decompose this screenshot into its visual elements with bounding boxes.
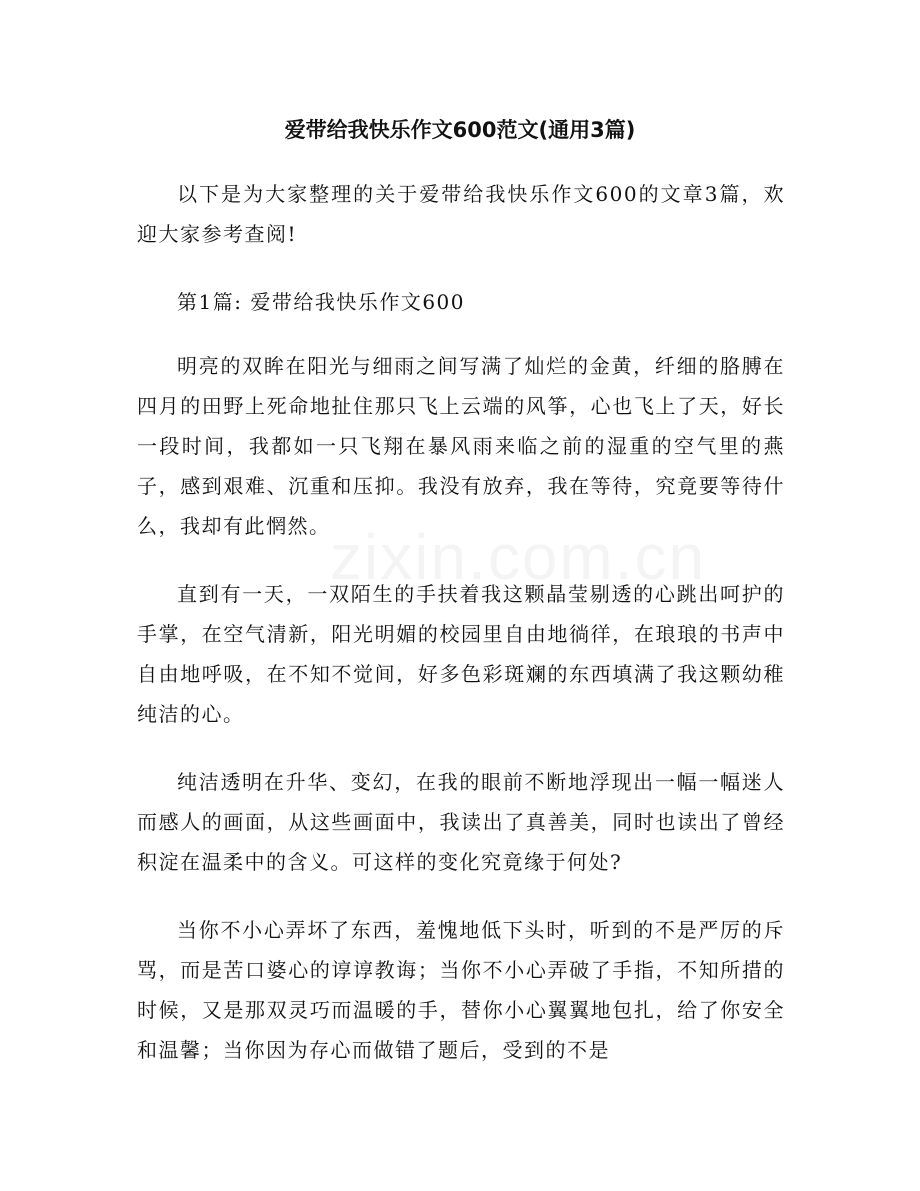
body-paragraph: 当你不小心弄坏了东西，羞愧地低下头时，听到的不是严厉的斥骂，而是苦口婆心的谆谆教诲；当你不小心弄破了手指，不知所措的时候，又是那双灵巧而温暖的手，替你小心翼翼地包扎，给了你安全和温馨；当你因为存心而做错了题后，受到的不是 [137,918,785,1062]
intro-paragraph: 以下是为大家整理的关于爱带给我快乐作文600的文章3篇，欢迎大家参考查阅! [137,182,785,246]
body-paragraph: 明亮的双眸在阳光与细雨之间写满了灿烂的金黄，纤细的胳膊在四月的田野上死命地扯住那只飞上云端的风筝，心也飞上了天，好长一段时间，我都如一只飞翔在暴风雨来临之前的湿重的空气里的燕子，感到艰难、沉重和压抑。我没有放弃，我在等待，究竟要等待什么，我却有此惘然。 [137,354,785,538]
body-paragraph: 直到有一天，一双陌生的手扶着我这颗晶莹剔透的心跳出呵护的手掌，在空气清新，阳光明媚的校园里自由地徜徉，在琅琅的书声中自由地呼吸，在不知不觉间，好多色彩斑斓的东西填满了我这颗幼稚纯洁的心。 [137,582,785,726]
section-heading: 第1篇: 爱带给我快乐作文600 [177,290,465,314]
document-title: 爱带给我快乐作文600范文(通用3篇) [284,118,636,142]
document-body [137,174,785,1098]
watermark: zixin.com.cn [330,521,707,593]
body-paragraph: 纯洁透明在升华、变幻，在我的眼前不断地浮现出一幅一幅迷人而感人的画面，从这些画面中，我读出了真善美，同时也读出了曾经积淀在温柔中的含义。可这样的变化究竟缘于何处? [137,770,785,874]
